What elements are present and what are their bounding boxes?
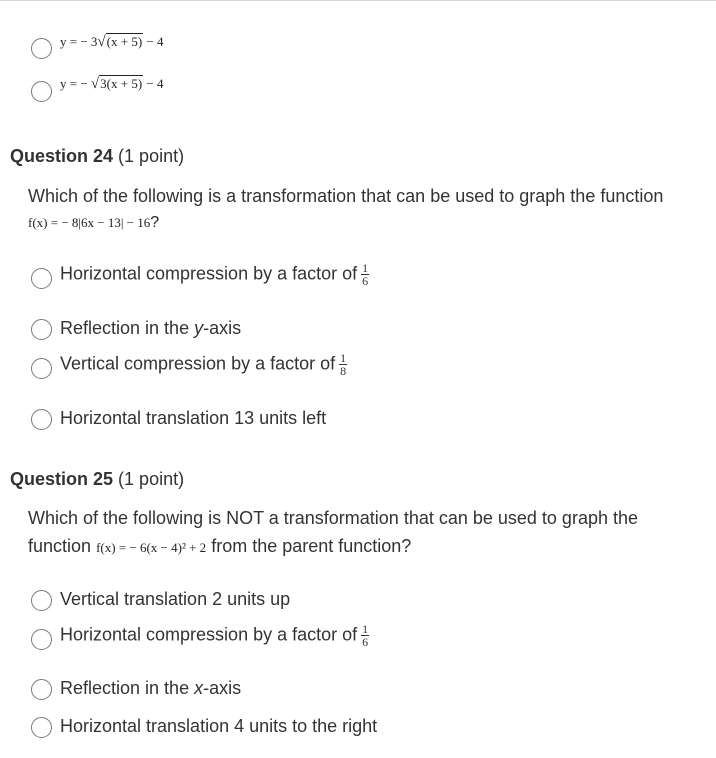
q25-option-1-label[interactable]: Vertical translation 2 units up (60, 589, 291, 609)
q24-option-4-radio[interactable] (31, 409, 52, 430)
q25-prompt-line2: function f(x) = − 6(x − 4)² + 2 from the parent function? (28, 536, 412, 556)
q25-option-4-radio[interactable] (31, 717, 52, 738)
q25-option-2-radio[interactable] (31, 629, 52, 650)
q24-option-3-label[interactable]: Vertical compression by a factor of $\frac{1}{8}$ (60, 351, 347, 378)
q24-prompt: Which of the following is a transformation that can be used to graph the function (28, 186, 664, 206)
q24-option-2-radio[interactable] (31, 319, 52, 340)
q25-option-3-label[interactable]: Reflection in the x-axis (60, 678, 242, 698)
q23-option-1-radio[interactable] (31, 38, 52, 59)
q24-option-3-radio[interactable] (31, 358, 52, 379)
fraction: $\frac{1}{6}$ (362, 622, 369, 649)
q25-option-2-label[interactable]: Horizontal compression by a factor of $\frac{1}{6}$ (60, 622, 369, 649)
q24-option-1-radio[interactable] (31, 268, 52, 289)
q23-option-2-label[interactable]: y = − √3(x + 5) − 4 (60, 76, 164, 92)
top-divider (0, 0, 716, 1)
q25-points: (1 point) (118, 469, 185, 489)
q24-option-4-label[interactable]: Horizontal translation 13 units left (60, 408, 327, 428)
fraction: $\frac{1}{8}$ (340, 351, 347, 378)
q23-option-1-label[interactable]: y = − 3√(x + 5) − 4 (60, 34, 164, 50)
q24-formula: f(x) = − 8|6x − 13| − 16? (28, 214, 160, 231)
sqrt-symbol: √(x + 5) (97, 34, 143, 50)
q25-heading (10, 469, 184, 490)
fraction: $\frac{1}{6}$ (362, 261, 369, 288)
q25-option-4-label[interactable]: Horizontal translation 4 units to the right (60, 716, 378, 736)
sqrt-symbol: √3(x + 5) (90, 76, 143, 92)
q25-option-1-radio[interactable] (31, 590, 52, 611)
q25-formula: f(x) = − 6(x − 4)² + 2 (96, 540, 207, 555)
q25-title: Question 25 (10, 469, 114, 489)
q24-option-1-label[interactable]: Horizontal compression by a factor of $\frac{1}{6}$ (60, 261, 369, 288)
q23-option-2-radio[interactable] (31, 81, 52, 102)
q25-option-3-radio[interactable] (31, 679, 52, 700)
q24-points: (1 point) (118, 146, 185, 166)
q25-prompt-line1: Which of the following is NOT a transformation that can be used to graph the (28, 508, 638, 528)
q24-option-2-label[interactable]: Reflection in the y-axis (60, 318, 242, 338)
q24-title: Question 24 (10, 146, 114, 166)
q24-heading (10, 146, 184, 167)
